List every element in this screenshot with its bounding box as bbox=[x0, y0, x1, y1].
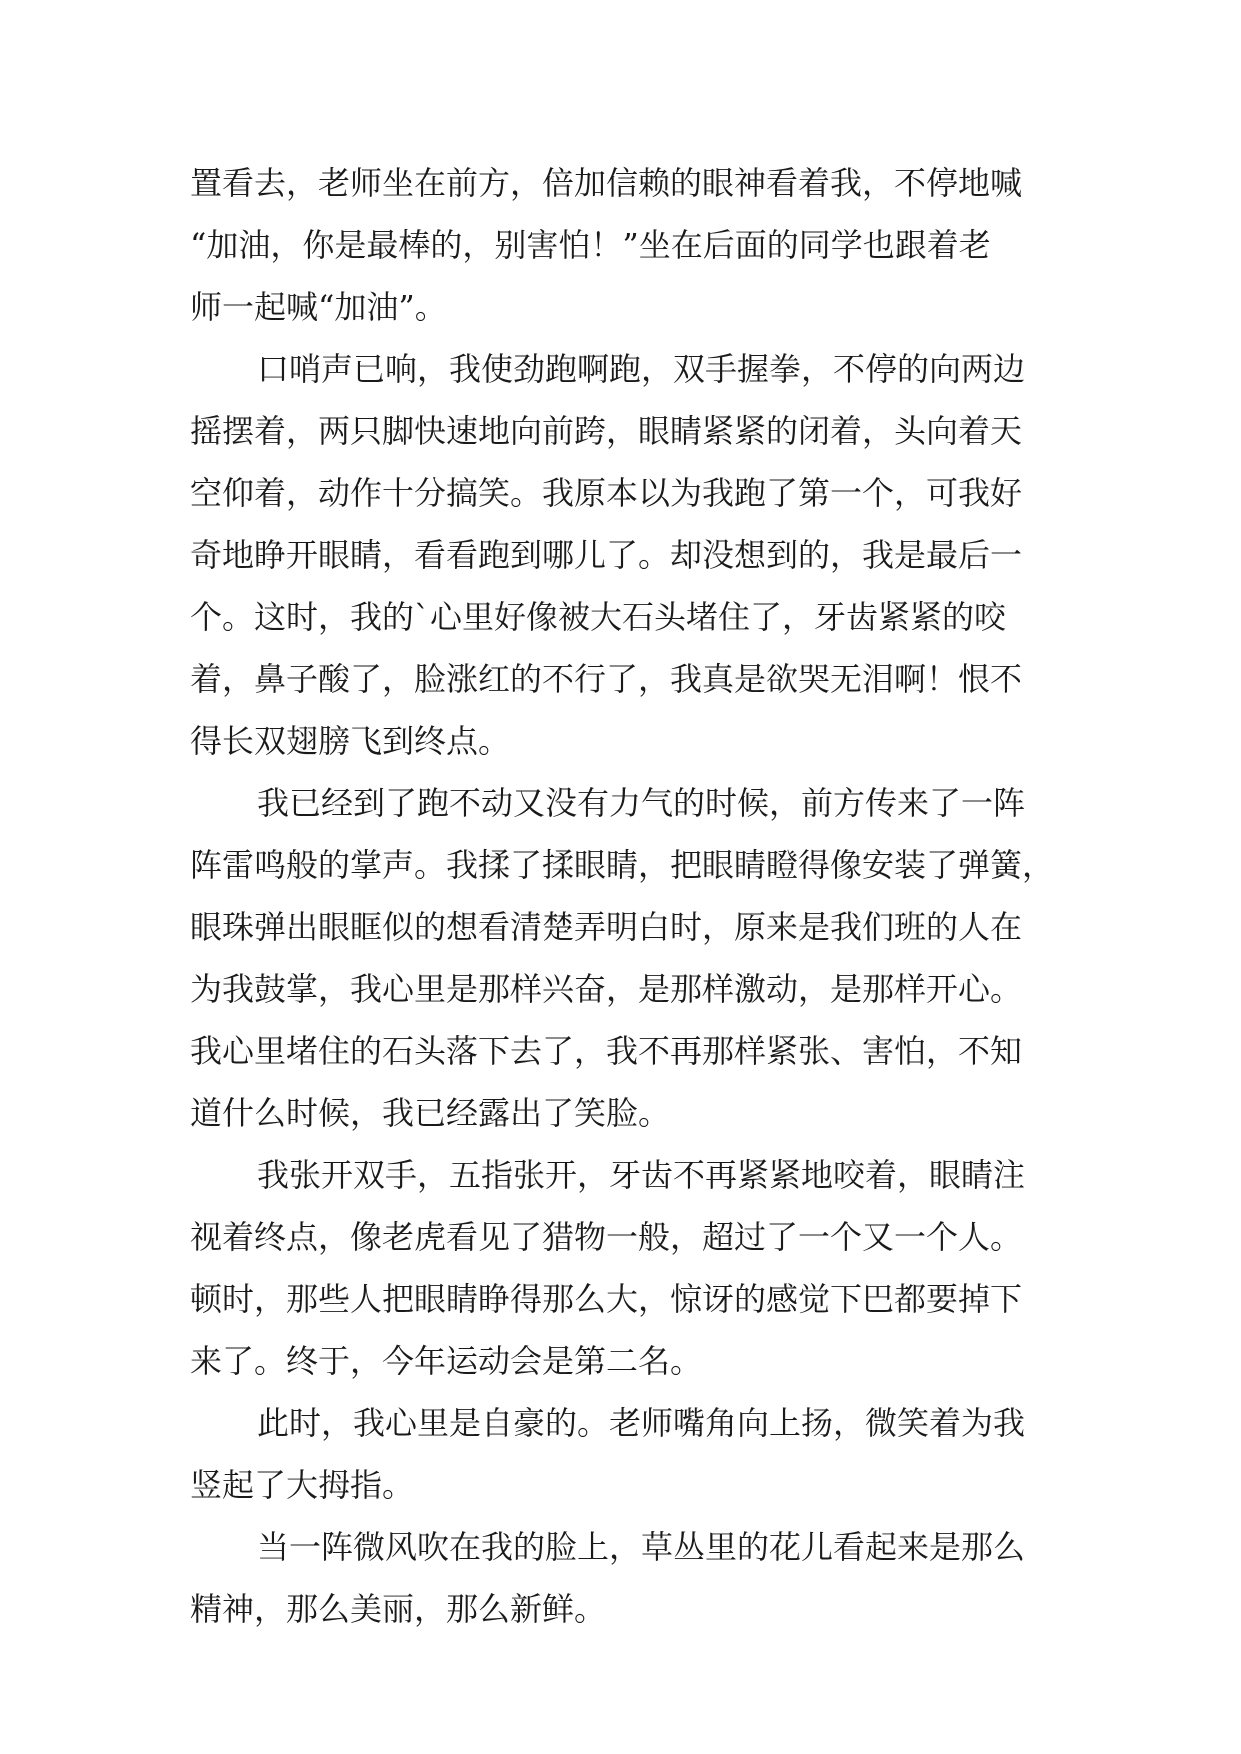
text-line: 个。这时，我的`心里好像被大石头堵住了，牙齿紧紧的咬 bbox=[190, 598, 1007, 636]
paragraph-first-line: 此时，我心里是自豪的。老师嘴角向上扬，微笑着为我 bbox=[257, 1404, 1026, 1442]
text-line: 道什么时候，我已经露出了笑脸。 bbox=[190, 1094, 671, 1132]
text-line: 顿时，那些人把眼睛睁得那么大，惊讶的感觉下巴都要掉下 bbox=[190, 1280, 1023, 1318]
text-line: 置看去，老师坐在前方，倍加信赖的眼神看着我，不停地喊 bbox=[190, 164, 1023, 202]
paragraph-first-line: 口哨声已响，我使劲跑啊跑，双手握拳，不停的向两边 bbox=[257, 350, 1026, 388]
text-line: 眼珠弹出眼眶似的想看清楚弄明白时，原来是我们班的人在 bbox=[190, 908, 1023, 946]
text-line: 着，鼻子酸了，脸涨红的不行了，我真是欲哭无泪啊！恨不 bbox=[190, 660, 1023, 698]
text-line: 师一起喊“加油”。 bbox=[190, 288, 447, 326]
text-line: 得长双翅膀飞到终点。 bbox=[190, 722, 511, 760]
text-line: 精神，那么美丽，那么新鲜。 bbox=[190, 1590, 607, 1628]
paragraph-first-line: 我张开双手，五指张开，牙齿不再紧紧地咬着，眼睛注 bbox=[257, 1156, 1026, 1194]
text-line: 竖起了大拇指。 bbox=[190, 1466, 415, 1504]
text-line: 来了。终于，今年运动会是第二名。 bbox=[190, 1342, 703, 1380]
text-line: 摇摆着，两只脚快速地向前跨，眼睛紧紧的闭着，头向着天 bbox=[190, 412, 1023, 450]
text-line: 为我鼓掌，我心里是那样兴奋，是那样激动，是那样开心。 bbox=[190, 970, 1023, 1008]
text-line: 我心里堵住的石头落下去了，我不再那样紧张、害怕，不知 bbox=[190, 1032, 1023, 1070]
text-line: “加油，你是最棒的，别害怕！”坐在后面的同学也跟着老 bbox=[190, 226, 991, 264]
text-line: 奇地睁开眼睛，看看跑到哪儿了。却没想到的，我是最后一 bbox=[190, 536, 1023, 574]
paragraph-first-line: 当一阵微风吹在我的脸上，草丛里的花儿看起来是那么 bbox=[257, 1528, 1026, 1566]
text-line: 视着终点，像老虎看见了猎物一般，超过了一个又一个人。 bbox=[190, 1218, 1023, 1256]
text-line: 阵雷鸣般的掌声。我揉了揉眼睛，把眼睛瞪得像安装了弹簧， bbox=[190, 846, 1055, 884]
paragraph-first-line: 我已经到了跑不动又没有力气的时候，前方传来了一阵 bbox=[257, 784, 1026, 822]
text-line: 空仰着，动作十分搞笑。我原本以为我跑了第一个，可我好 bbox=[190, 474, 1023, 512]
body-text bbox=[190, 152, 1055, 1640]
